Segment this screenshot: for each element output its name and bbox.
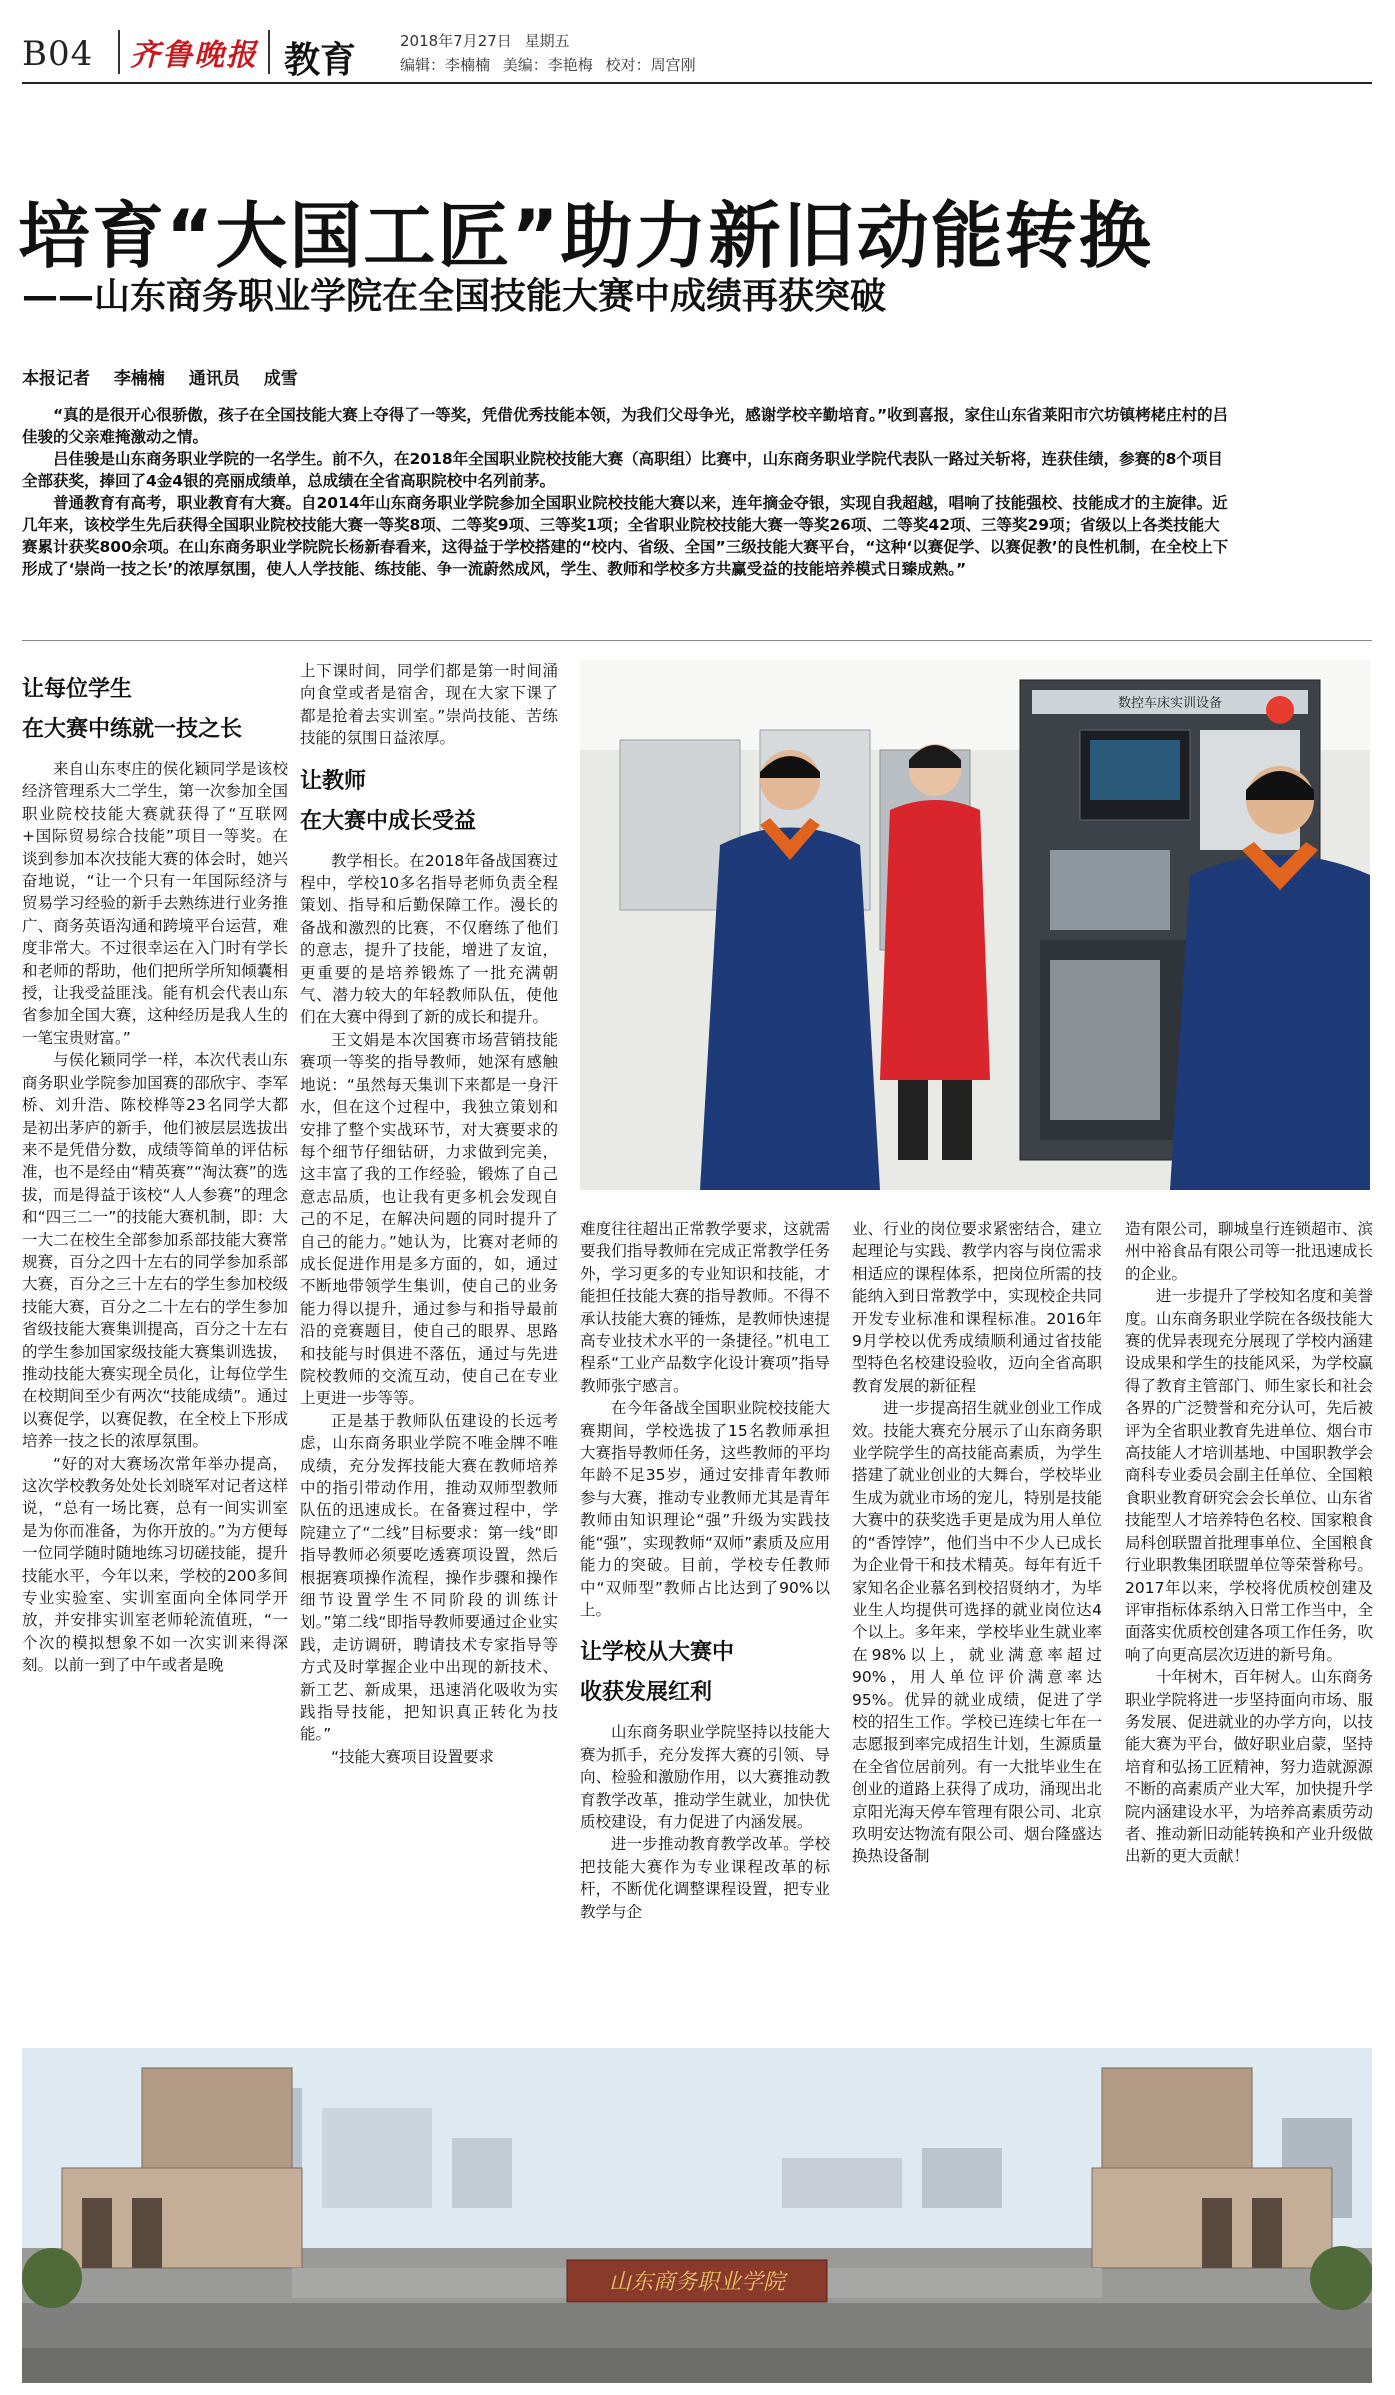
issue-weekday: 星期五 [524, 32, 570, 50]
body-paragraph: 进一步提高招生就业创业工作成效。技能大赛充分展示了山东商务职业学院学生的高技能高素质，为学生搭建了就业创业的大舞台，学校毕业生成为就业市场的宠儿，特别是技能大赛中的获奖选手更是成为用人单位的“香饽饽”，他们当中不少人已成长为企业骨干和技术精英。每年有近千家知名企业慕名到校招贤纳才，为毕业生人均提供可选择的就业岗位达4个以上。多年来，学校毕业生就业率在98%以上，就业满意率超过90%，用人单位评价满意率达95%。优异的就业成绩，促进了学校的招生工作。学校已连续七年在一志愿报到率完成招生计划，生源质量在全省位居前列。有一大批毕业生在创业的道路上获得了成功，涌现出北京阳光海天停车管理有限公司、北京玖明安达物流有限公司、烟台隆盛达换热设备制 [852, 1399, 1102, 1866]
section-heading-3-line-2: 收获发展红利 [580, 1680, 713, 1706]
column-1 [22, 668, 288, 2043]
lead-paragraph: 普通教育有高考，职业教育有大赛。自2014年山东商务职业学院参加全国职业院校技能大赛以来，连年摘金夺银，实现自我超越，唱响了技能强校、技能成才的主旋律。近几年来，该校学生先后获得全国职业院校技能大赛一等奖8项、二等奖9项、三等奖1项；全省职业院校技能大赛一等奖26项、二等奖42项、三等奖29项；省级以上各类技能大赛累计获奖800余项。在山东商务职业学院院长杨新春看来，这得益于学校搭建的“校内、省级、全国”三级技能大赛平台，“这种‘以赛促学、以赛促教’的良性机制，在全校上下形成了‘崇尚一技之长’的浓厚氛围，使人人学技能、练技能、争一流蔚然成风，学生、教师和学校多方共赢受益的技能培养模式日臻成熟。” [22, 494, 1229, 578]
body-paragraph: 王文娟是本次国赛市场营销技能赛项一等奖的指导教师，她深有感触地说：“虽然每天集训下来都是一身汗水，但在这个过程中，我独立策划和安排了整个实战环节，对大赛要求的每个细节仔细钻研，力求做到完美，这丰富了我的工作经验，锻炼了自己意志品质，也让我有更多机会发现自己的不足，在解决问题的同时提升了自己的能力。”她认为，比赛对老师的成长促进作用是多方面的，如，通过不断地带领学生集训，使自己的业务能力得以提升，通过参与和指导最前沿的竞赛题目，使自己的眼界、思路和技能与时俱进不落伍，通过与先进院校教师的交流互动，使自己在专业上更进一步等等。 [300, 1030, 558, 1408]
section-heading-2 [300, 764, 558, 840]
byline-correspondent: 成雪 [263, 369, 298, 389]
editor-credit: 编辑：李楠楠 [400, 56, 491, 74]
section-heading-3 [580, 1635, 830, 1711]
campus-gate-sign: 山东商务职业学院 [608, 2270, 786, 2295]
section-heading-1-line-1: 让每位学生 [22, 677, 133, 702]
lead-divider [22, 640, 1372, 641]
article-subheadline: ——山东商务职业学院在全国技能大赛中成绩再获突破 [22, 276, 887, 317]
issue-date: 2018年7月27日 [400, 32, 512, 50]
newspaper-logo [118, 30, 270, 74]
byline [22, 364, 316, 389]
body-paragraph: “技能大赛项目设置要求 [331, 1747, 495, 1766]
header-divider [22, 82, 1372, 84]
body-paragraph: 教学相长。在2018年备战国赛过程中，学校10多名指导老师负责全程策划、指导和后勤保障工作。漫长的备战和激烈的比赛，不仅磨练了他们的意志，提升了技能，增进了友谊，更重要的是培养锻炼了一批充满朝气、潜力较大的年轻教师队伍，使他们在大赛中得到了新的成长和提升。 [300, 851, 558, 1027]
column-4 [852, 1218, 1102, 2043]
section-heading-2-line-1: 让教师 [300, 768, 367, 794]
body-paragraph: 上下课时间，同学们都是第一时间涌向食堂或者是宿舍，现在大家下课了都是抢着去实训室。”崇尚技能、苦练技能的氛围日益浓厚。 [300, 662, 558, 748]
section-heading-1-line-2: 在大赛中练就一技之长 [22, 717, 243, 742]
section-heading-1 [22, 672, 288, 748]
article-lead [22, 404, 1232, 580]
section-heading-3-line-1: 让学校从大赛中 [580, 1640, 735, 1666]
page-header [22, 28, 1372, 81]
body-paragraph: “好的对大赛场次常年举办提高，这次学校教务处处长刘晓军对记者这样说，“总有一场比赛，总有一间实训室是为你而准备，为你开放的。”为方便每一位同学随时随地练习切磋技能，提升技能水平，今年以来，学校的200多间专业实验室、实训室面向全体同学开放，并安排实训室老师轮流值班，“一个次的模拟想象不如一次实训来得深刻。以前一到了中午或者是晚 [22, 1454, 288, 1675]
body-paragraph: 来自山东枣庄的侯化颖同学是该校经济管理系大二学生，第一次参加全国职业院校技能大赛就获得了“互联网+国际贸易综合技能”项目一等奖。在谈到参加本次技能大赛的体会时，她兴奋地说，“让一个只有一年国际经济与贸易学习经验的新手去熟练进行业务推广、商务英语沟通和跨境平台运营，难度非常大。不过很幸运在入门时有学长和老师的帮助，他们把所学所知倾囊相授，让我受益匪浅。能有机会代表山东省参加全国大赛，这种经历是我人生的一笔宝贵财富。” [22, 760, 288, 1047]
training-lab-illustration [580, 660, 1370, 1190]
issue-date-line [400, 30, 578, 51]
byline-correspondent-label: 通讯员 [188, 369, 240, 389]
body-paragraph: 与侯化颖同学一样，本次代表山东商务职业学院参加国赛的邵欣宇、李军桥、刘升浩、陈校桦等23名同学大都是初出茅庐的新手，他们被层层选拔出来不是凭借分数，成绩等简单的评估标准，也不是经由“精英赛”“淘汰赛”的选拔，而是得益于该校“人人参赛”的理念和“四三二一”的技能大赛机制，即：大一大二在校生全部参加系部技能大赛常规赛，百分之四十左右的同学参加系部大赛，百分之三十左右的学生参加校级技能大赛，百分之二十左右的学生参加省级技能大赛集训提高，百分之十左右的学生参加国家级技能大赛集训选拔，推动技能大赛实现全员化，让每位学生在校期间至少有两次“技能成绩”。通过以赛促学，以赛促教，在全校上下形成培养一技之长的浓厚氛围。 [22, 1051, 288, 1451]
newspaper-logo-text: 齐鲁晚报 [130, 38, 258, 73]
body-paragraph: 在今年备战全国职业院校技能大赛期间，学校选拔了15名教师承担大赛指导教师任务，这些教师的平均年龄不足35岁，通过安排青年教师参与大赛，推动专业教师尤其是青年教师由知识理论“强”升级为实践技能“强”，实现教师“双师”素质及应用能力的突破。目前，学校专任教师中“双师型”教师占比达到了90%以上。 [580, 1399, 830, 1619]
column-5 [1125, 1218, 1373, 2043]
lead-paragraph: “真的是很开心很骄傲，孩子在全国技能大赛上夺得了一等奖，凭借优秀技能本领，为我们父母争光，感谢学校辛勤培育。”收到喜报，家住山东省莱阳市穴坊镇栲栳庄村的吕佳骏的父亲难掩激动之情。 [22, 406, 1229, 446]
article-headline: 培育“大国工匠”助力新旧动能转换 [18, 194, 1153, 278]
column-2 [300, 660, 558, 2045]
body-paragraph: 进一步提升了学校知名度和美誉度。山东商务职业学院在各级技能大赛的优异表现充分展现了学校内涵建设成果和学生的技能风采，为学校赢得了教育主管部门、师生家长和社会各界的广泛赞誉和充分认可，先后被评为全省职业教育先进单位、烟台市高技能人才培训基地、中国职教学会商科专业委员会副主任单位、全国粮食职业教育研究会会长单位、山东省技能型人才培养特色名校、国家粮食局科创联盟首批理事单位、全国粮食行业职教集团联盟单位等荣誉称号。2017年以来，学校将优质校创建及评审指标体系纳入日常工作当中，全面落实优质校创建各项工作任务，吹响了向更高层次迈进的新号角。 [1125, 1287, 1373, 1664]
proofreader-credit: 校对：周宫刚 [605, 56, 696, 74]
campus-gate-photo [22, 2048, 1372, 2383]
byline-reporter-label: 本报记者 [22, 369, 90, 389]
section-heading-2-line-2: 在大赛中成长受益 [300, 808, 477, 834]
body-paragraph: 山东商务职业学院坚持以技能大赛为抓手，充分发挥大赛的引领、导向、检验和激励作用，以大赛推动教育教学改革，推动学生就业，加快优质校建设，有力促进了内涵发展。 [580, 1723, 830, 1831]
body-paragraph: 造有限公司，聊城皇行连锁超市、滨州中裕食品有限公司等一批迅速成长的企业。 [1125, 1220, 1373, 1283]
byline-reporter: 李楠楠 [113, 369, 165, 389]
body-paragraph: 十年树木，百年树人。山东商务职业学院将进一步坚持面向市场、服务发展、促进就业的办学方向，以技能大赛为平台，做好职业启蒙，坚持培育和弘扬工匠精神，努力造就源源不断的高素质产业大军，加快提升学院内涵建设水平，为培养高素质劳动者、推动新旧动能转换和产业升级做出新的更大贡献！ [1125, 1668, 1373, 1866]
column-3 [580, 1218, 830, 2043]
body-paragraph: 难度往往超出正常教学要求，这就需要我们指导教师在完成正常教学任务外，学习更多的专业知识和技能，才能担任技能大赛的指导教师。不得不承认技能大赛的锤炼，是教师快速提高专业技术水平的一条捷径。”机电工程系“工业产品数字化设计赛项”指导教师张宁感言。 [580, 1220, 830, 1395]
art-editor-credit: 美编：李艳梅 [502, 56, 593, 74]
lead-paragraph: 吕佳骏是山东商务职业学院的一名学生。前不久，在2018年全国职业院校技能大赛（高职组）比赛中，山东商务职业学院代表队一路过关斩将，连获佳绩，参赛的8个项目全部获奖，捧回了4金4银的亮丽成绩单，总成绩在全省高职院校中名列前茅。 [22, 450, 1223, 490]
machine-label: 数控车床实训设备 [1117, 696, 1223, 711]
body-paragraph: 业、行业的岗位要求紧密结合，建立起理论与实践、教学内容与岗位需求相适应的课程体系，把岗位所需的技能纳入到日常教学中，实现校企共同开发专业标准和课程标准。2016年9月学校以优秀成绩顺利通过省技能型特色名校建设验收，迈向全省高职教育发展的新征程 [852, 1220, 1102, 1395]
training-lab-photo [580, 660, 1370, 1190]
section-name: 教育 [284, 40, 357, 81]
body-paragraph: 进一步推动教育教学改革。学校把技能大赛作为专业课程改革的标杆，不断优化调整课程设置，把专业教学与企 [580, 1835, 830, 1921]
page-number: B04 [22, 34, 94, 74]
body-paragraph: 正是基于教师队伍建设的长远考虑，山东商务职业学院不唯金牌不唯成绩，充分发挥技能大赛在教师培养中的指引带动作用，推动双师型教师队伍的迅速成长。在备赛过程中，学院建立了“二线”目标要求：第一线“即指导教师必须要吃透赛项设置，然后根据赛项操作流程，操作步骤和操作细节设置学生不同阶段的训练计划。”第二线“即指导教师要通过企业实践，走访调研，聘请技术专家指导等方式及时掌握企业中出现的新技术、新工艺、新成果，迅速消化吸收为实践指导技能，把知识真正转化为技能。” [300, 1411, 558, 1744]
staff-credits [400, 54, 704, 75]
campus-gate-illustration [22, 2048, 1372, 2383]
